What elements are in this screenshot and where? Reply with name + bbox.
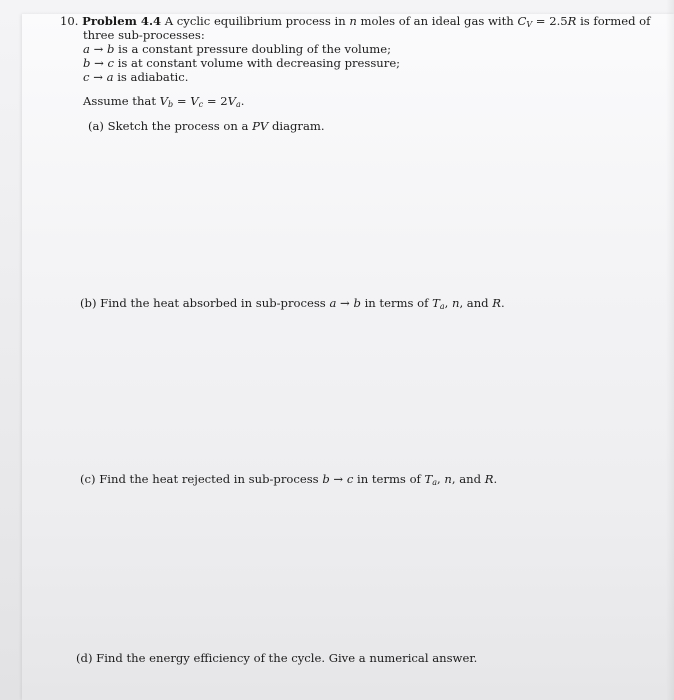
sub-process-bc: b → c is at constant volume with decreasing pressure; <box>83 56 401 70</box>
assumption-line: Assume that $V_b = V_c = 2V_a$. <box>83 94 245 109</box>
part-d: (d) Find the energy efficiency of the cycle. Give a numerical answer. <box>76 651 478 665</box>
part-c-label: (c) <box>80 472 96 486</box>
sub-process-ca: c → a is adiabatic. <box>83 70 189 84</box>
sub-process-ab: a → b is a constant pressure doubling of the volume; <box>83 42 391 56</box>
part-b-label: (b) <box>80 296 97 310</box>
problem-intro-line2: three sub-processes: <box>83 28 205 42</box>
problem-number: 10. <box>60 14 79 28</box>
part-a: (a) Sketch the process on a PV diagram. <box>88 119 325 133</box>
problem-label: Problem 4.4 <box>82 14 162 28</box>
worksheet-page <box>22 14 674 700</box>
part-b: (b) Find the heat absorbed in sub-process a → b in terms of $T_a$, n, and R. <box>80 296 505 311</box>
part-c: (c) Find the heat rejected in sub-process b → c in terms of $T_a$, n, and R. <box>80 472 498 487</box>
part-a-label: (a) <box>88 119 104 133</box>
problem-header: 10. Problem 4.4 A cyclic equilibrium process in n moles of an ideal gas with $C_V = 2.5R$ is formed of <box>60 14 651 29</box>
part-d-label: (d) <box>76 651 93 665</box>
page-edge-shadow <box>666 0 674 700</box>
